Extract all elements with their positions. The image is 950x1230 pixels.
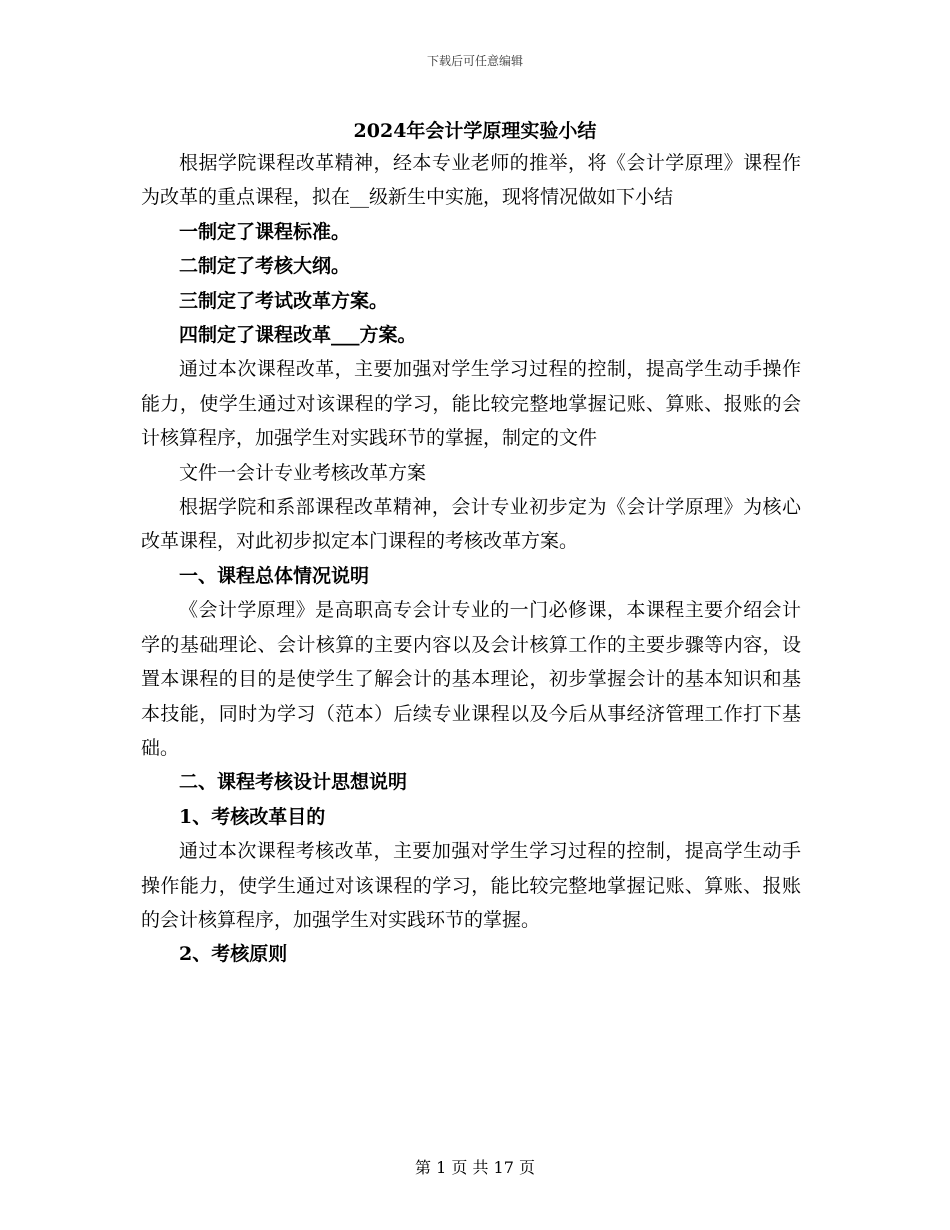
item-2-heading: 二制定了考核大纲。	[179, 255, 351, 278]
item-4-heading: 四制定了课程改革___方案。	[179, 324, 417, 347]
paragraph-file-one: 文件一会计专业考核改革方案	[179, 461, 427, 484]
document-title: 2024年会计学原理实验小结	[353, 120, 597, 142]
section-1-heading: 一、课程总体情况说明	[179, 564, 370, 587]
page-header: 下载后可任意编辑	[426, 54, 523, 68]
paragraph-reform-goal: 通过本次课程改革，主要加强对学生学习过程的控制，提高学生动手操作能力，使学生通过对该课程的学习，能比较完整地掌握记账、算账、报账的会计核算程序，加强学生对实践环节的掌握，制定的文件	[141, 358, 801, 450]
subsection-1-heading: 1、考核改革目的	[179, 805, 326, 828]
item-1-heading: 一制定了课程标准。	[179, 220, 351, 243]
item-3-heading: 三制定了考试改革方案。	[179, 289, 389, 312]
page-footer: 第 1 页 共 17 页	[415, 1158, 535, 1177]
section-2-heading: 二、课程考核设计思想说明	[179, 771, 408, 794]
document-body	[141, 146, 801, 972]
paragraph-assessment-goal: 通过本次课程考核改革，主要加强对学生学习过程的控制，提高学生动手操作能力，使学生通过对该课程的学习，能比较完整地掌握记账、算账、报账的会计核算程序，加强学生对实践环节的掌握。	[141, 840, 801, 931]
paragraph-reform-spirit: 根据学院和系部课程改革精神，会计专业初步定为《会计学原理》为核心改革课程，对此初步拟定本门课程的考核改革方案。	[141, 496, 801, 553]
paragraph-course-overview: 《会计学原理》是高职高专会计专业的一门必修课，本课程主要介绍会计学的基础理论、会计核算的主要内容以及会计核算工作的主要步骤等内容，设置本课程的目的是使学生了解会计的基本理论，初步掌握会计的基本知识和基本技能，同时为学习（范本）后续专业课程以及今后从事经济管理工作打下基础。	[141, 599, 801, 759]
paragraph-intro: 根据学院课程改革精神，经本专业老师的推举，将《会计学原理》课程作为改革的重点课程，拟在__级新生中实施，现将情况做如下小结	[141, 152, 801, 209]
subsection-2-heading: 2、考核原则	[179, 943, 288, 966]
